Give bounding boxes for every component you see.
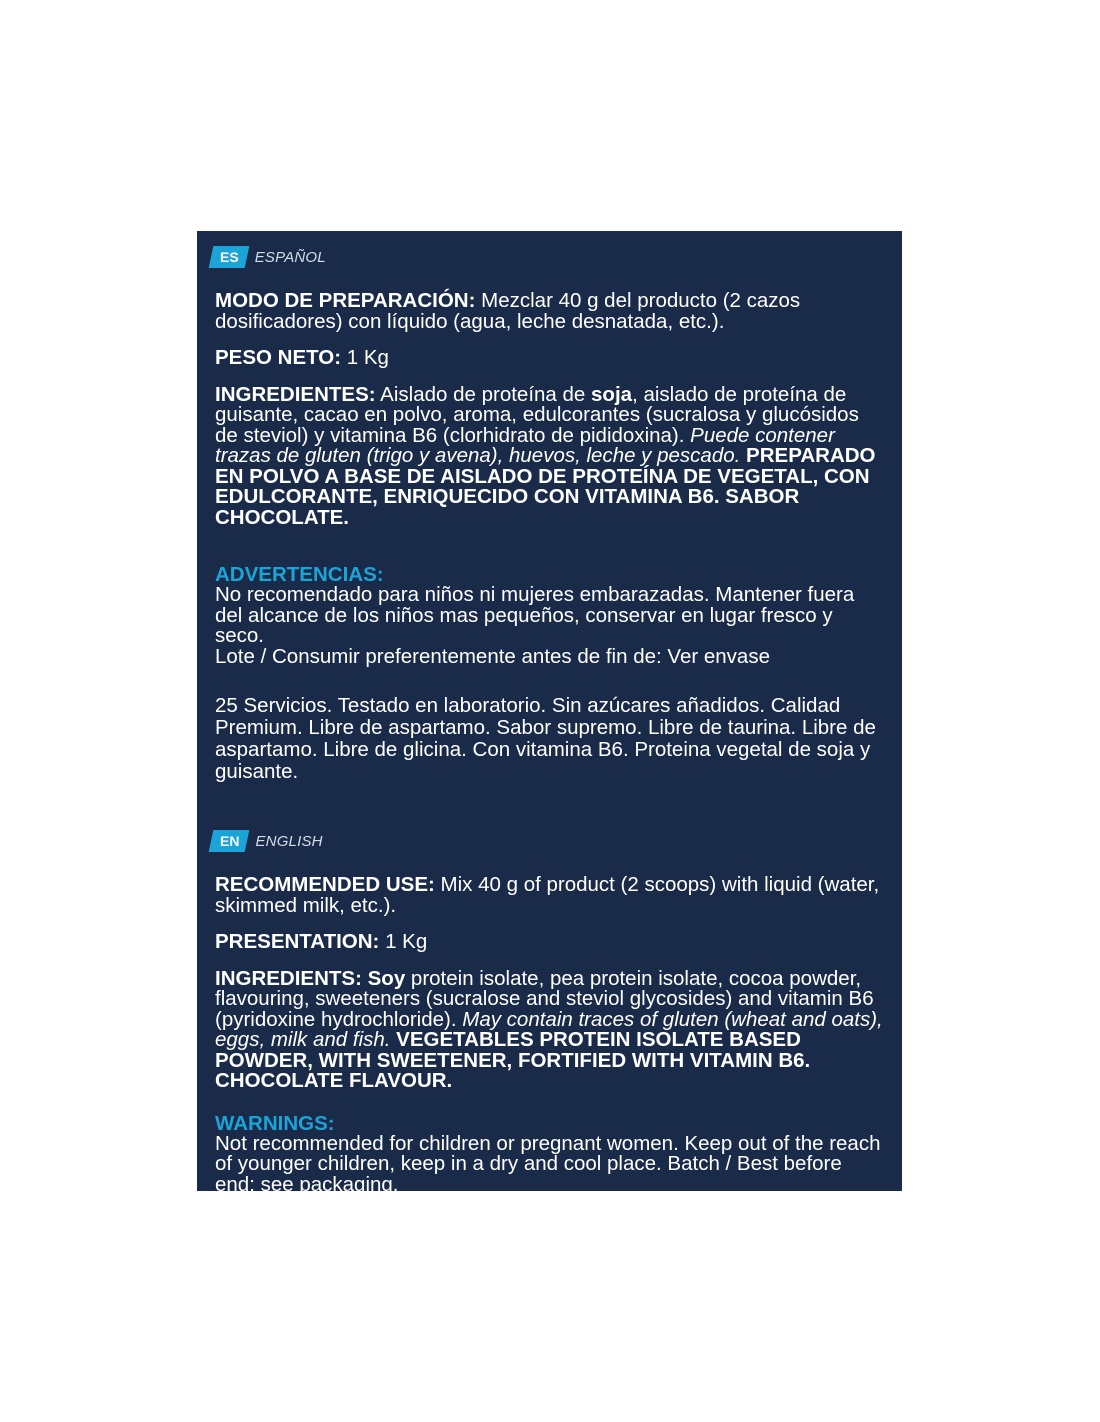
preparation-paragraph <box>215 291 884 332</box>
presentation-label: PRESENTATION: <box>215 930 380 953</box>
ingredients-label-en: INGREDIENTS: <box>215 966 362 990</box>
traces-text-es: Puede contener trazas de gluten (trigo y avena), huevos, leche y pescado. <box>215 423 835 467</box>
ingredients-paragraph-en <box>215 966 884 1092</box>
product-label-panel <box>197 231 902 1196</box>
language-header-en <box>211 829 884 853</box>
net-weight-paragraph <box>215 348 884 369</box>
language-name-es: ESPAÑOL <box>254 248 326 266</box>
ingredients-label-es: INGREDIENTES: <box>215 382 376 406</box>
preparation-label: MODO DE PREPARACIÓN: <box>215 289 476 312</box>
traces-text-en: May contain traces of gluten (wheat and oats), eggs, milk and fish. <box>215 1007 883 1051</box>
ingredients-paragraph-es <box>215 382 884 529</box>
ingredients-text-en: protein isolate, pea protein isolate, cocoa powder, flavouring, sweeteners (sucralose and steviol glycosides) and vitamin B6 (pyridoxine hydrochloride). <box>215 966 874 1031</box>
allergen-soy: Soy <box>361 966 406 990</box>
recommended-use-label: RECOMMENDED USE: <box>215 873 435 896</box>
lot-text-es: Lote / Consumir preferentemente antes de fin de: Ver envase <box>215 644 770 668</box>
recommended-use-paragraph <box>215 875 884 916</box>
warnings-text-en: Not recommended for children or pregnant women. Keep out of the reach of younger children, keep in a dry and cool place. Batch / Best before end: see packaging. <box>215 1131 881 1196</box>
product-description-en: VEGETABLES PROTEIN ISOLATE BASED POWDER, WITH SWEETENER, FORTIFIED WITH VITAMIN B6. CHOCOLATE FLAVOUR. <box>215 1028 811 1092</box>
warnings-title-es: ADVERTENCIAS: <box>215 563 384 586</box>
presentation-paragraph <box>215 932 884 953</box>
net-weight-label: PESO NETO: <box>215 346 342 369</box>
presentation-text: 1 Kg <box>379 930 428 953</box>
language-name-en: ENGLISH <box>255 832 323 850</box>
allergen-soja: soja <box>591 382 633 406</box>
language-tag-es: ES <box>209 246 249 268</box>
product-description-es: PREPARADO EN POLVO A BASE DE AISLADO DE PROTEÍNA DE VEGETAL, CON EDULCORANTE, ENRIQUECIDO CON VITAMINA B6. SABOR CHOCOLATE. <box>215 444 876 529</box>
preparation-text: Mezclar 40 g del producto (2 cazos dosificadores) con líquido (agua, leche desnatada, etc.). <box>215 289 801 333</box>
warnings-title-en: WARNINGS: <box>215 1111 335 1135</box>
language-header-es <box>211 245 884 269</box>
net-weight-text: 1 Kg <box>341 346 389 369</box>
warnings-text-es: No recomendado para niños ni mujeres embarazadas. Mantener fuera del alcance de los niños mas pequeños, conservar en lugar fresco y seco. <box>215 583 855 647</box>
ingredients-text-es-1: Aislado de proteína de <box>375 382 592 406</box>
claims-paragraph-es: 25 Servicios. Testado en laboratorio. Sin azúcares añadidos. Calidad Premium. Libre de aspartamo. Sabor supremo. Libre de taurina. Libre de aspartamo. Libre de glicina. Con vitamina B6. Proteina vegetal de soja y guisante. <box>215 694 876 783</box>
recommended-use-text: Mix 40 g of product (2 scoops) with liquid (water, skimmed milk, etc.). <box>215 873 880 917</box>
ingredients-text-es-2: , aislado de proteína de guisante, cacao en polvo, aroma, edulcorantes (sucralosa y glucósidos de steviol) y vitamina B6 (clorhidrato de pididoxina). <box>215 382 859 447</box>
language-tag-en: EN <box>209 830 250 852</box>
